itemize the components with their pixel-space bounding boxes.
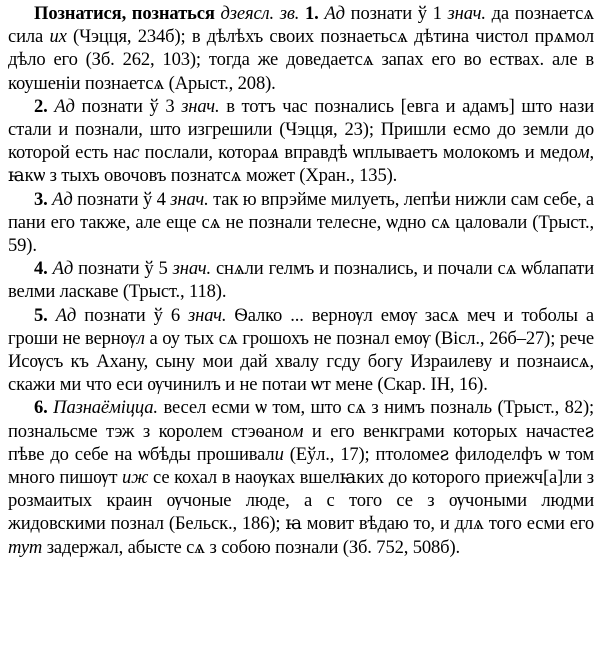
quote-italic: тут <box>8 536 43 558</box>
quote-text: да познаетсѧ сила <box>8 3 595 48</box>
grammar-note: дзеясл. зв. <box>220 3 300 24</box>
quote-text: весел есми ѡ том, што сѧ з нимъ познал <box>163 397 484 419</box>
ref-text: познати ў 5 <box>78 258 168 280</box>
quote-text: (Чэцця, 234б); в дѣлѣхъ своих познаетьсѧ дѣтина чистол прѧмол дѣло его (Зб. 262, 103); тогда же доведаетсѧ запах его во ествах. але в коушенiи познаетсѧ (Арыст., 208). <box>8 26 594 94</box>
quote-text: снѧли гелмъ и познались, и почали сѧ ѡблапати велми ласкаве (Трыст., 118). <box>8 258 595 303</box>
ref-ad: Ад <box>54 95 75 117</box>
sense-2-paragraph <box>8 95 594 188</box>
quote-italic: и <box>274 443 284 465</box>
ref-znach: знач. <box>181 95 220 117</box>
headword: Познатися, познаться <box>34 3 215 24</box>
ref-ad: Ад <box>55 304 77 326</box>
quote-text: Ѳалко ... вернѹл емѹ засѧ меч и тоболы а гроши не вернѹ <box>8 304 595 349</box>
quote-text: задержал, абысте сѧ з собою познали (Зб. 752, 508б). <box>42 536 461 558</box>
sense-3-paragraph <box>8 188 594 258</box>
quote-text: а оу тых сѧ грошохъ не познал емѹ (Віcл., 26б–27); рече Исѹсъ къ Ахану, сыну мои дай хвалу гсду богу Израилеву и познаисѧ, скажи ми что еси ѹчинилъ и не потаи ѡт мене (Скар. IН, 16). <box>8 327 595 396</box>
ref-text: познати ў 1 <box>350 3 442 24</box>
ref-text: познати ў 6 <box>84 304 180 326</box>
quote-text: вправдѣ ѡплываетъ молокомъ и медо <box>279 142 578 164</box>
quote-italic: ѧ <box>269 142 280 164</box>
sense-number: 5. <box>34 304 48 326</box>
quote-italic: м <box>291 420 304 442</box>
quote-italic: иж <box>122 467 149 489</box>
sense-number: 2. <box>34 95 48 117</box>
ref-znach: знач. <box>188 304 227 326</box>
ref-znach: знач. <box>170 188 209 210</box>
ref-ad: Ад <box>52 258 74 280</box>
ref-znach: знач. <box>172 258 211 280</box>
quote-text: се кохал в наѹках вшелꙗких до которого приежч[а]ли з розмаитых краин ѹчоные люде, а с того се з ѹчоными людми жидовскими познал (Бельск., 186); ꙗ мовит вѣдаю то, и длѧ того есми его <box>8 467 594 535</box>
quote-text: в тотъ час познались [евга и адамъ] што нази стали и познали, што изгрешили (Чэцця, 23); Пришли есмо до земли до которой есть на <box>8 95 595 164</box>
quote-text: , ꙗкѡ з тыхъ овочовъ познатсѧ может (Хран., 135). <box>8 142 594 187</box>
quote-text: так ю впрэйме милуеть, лепѣи нижли сам себе, а пани его также, але еще сѧ не познали телесне, ѡдно сѧ цаловали (Трыст., 59). <box>8 188 594 257</box>
quote-italic: с <box>131 142 140 164</box>
quote-text: послали, котора <box>139 142 270 164</box>
sense-number: 4. <box>34 258 48 280</box>
sense-number: 6. <box>34 397 48 419</box>
quote-text: (Трыст., 82); познальсме тэж з королем стэѳано <box>8 397 595 442</box>
ref-text: познати ў 3 <box>81 95 175 117</box>
ref-text: познати ў 4 <box>77 188 166 210</box>
sense-number: 3. <box>34 188 48 210</box>
sense-1-paragraph <box>8 2 594 95</box>
ref-ad: Ад <box>52 188 73 210</box>
quote-italic: м <box>577 142 590 164</box>
ref-ad: Ад <box>324 3 345 24</box>
sense-5-paragraph <box>8 304 594 397</box>
sense-6-paragraph <box>8 396 594 558</box>
quote-italic: их <box>49 26 67 48</box>
ref-znach: знач. <box>447 3 486 24</box>
ref-text: Пазнаёміцца. <box>53 397 158 419</box>
sense-number: 1. <box>305 3 319 24</box>
quote-text: (Еўл., 17); птоломеꙅ филоделфъ ѡ том много пишѹт <box>8 443 595 489</box>
sense-4-paragraph <box>8 257 594 303</box>
quote-italic: л <box>136 327 145 349</box>
quote-italic: ь <box>483 397 492 419</box>
quote-text: и его венкграми которых начастеꙅ пѣве до себе на ѡбѣды прошивал <box>8 420 594 465</box>
